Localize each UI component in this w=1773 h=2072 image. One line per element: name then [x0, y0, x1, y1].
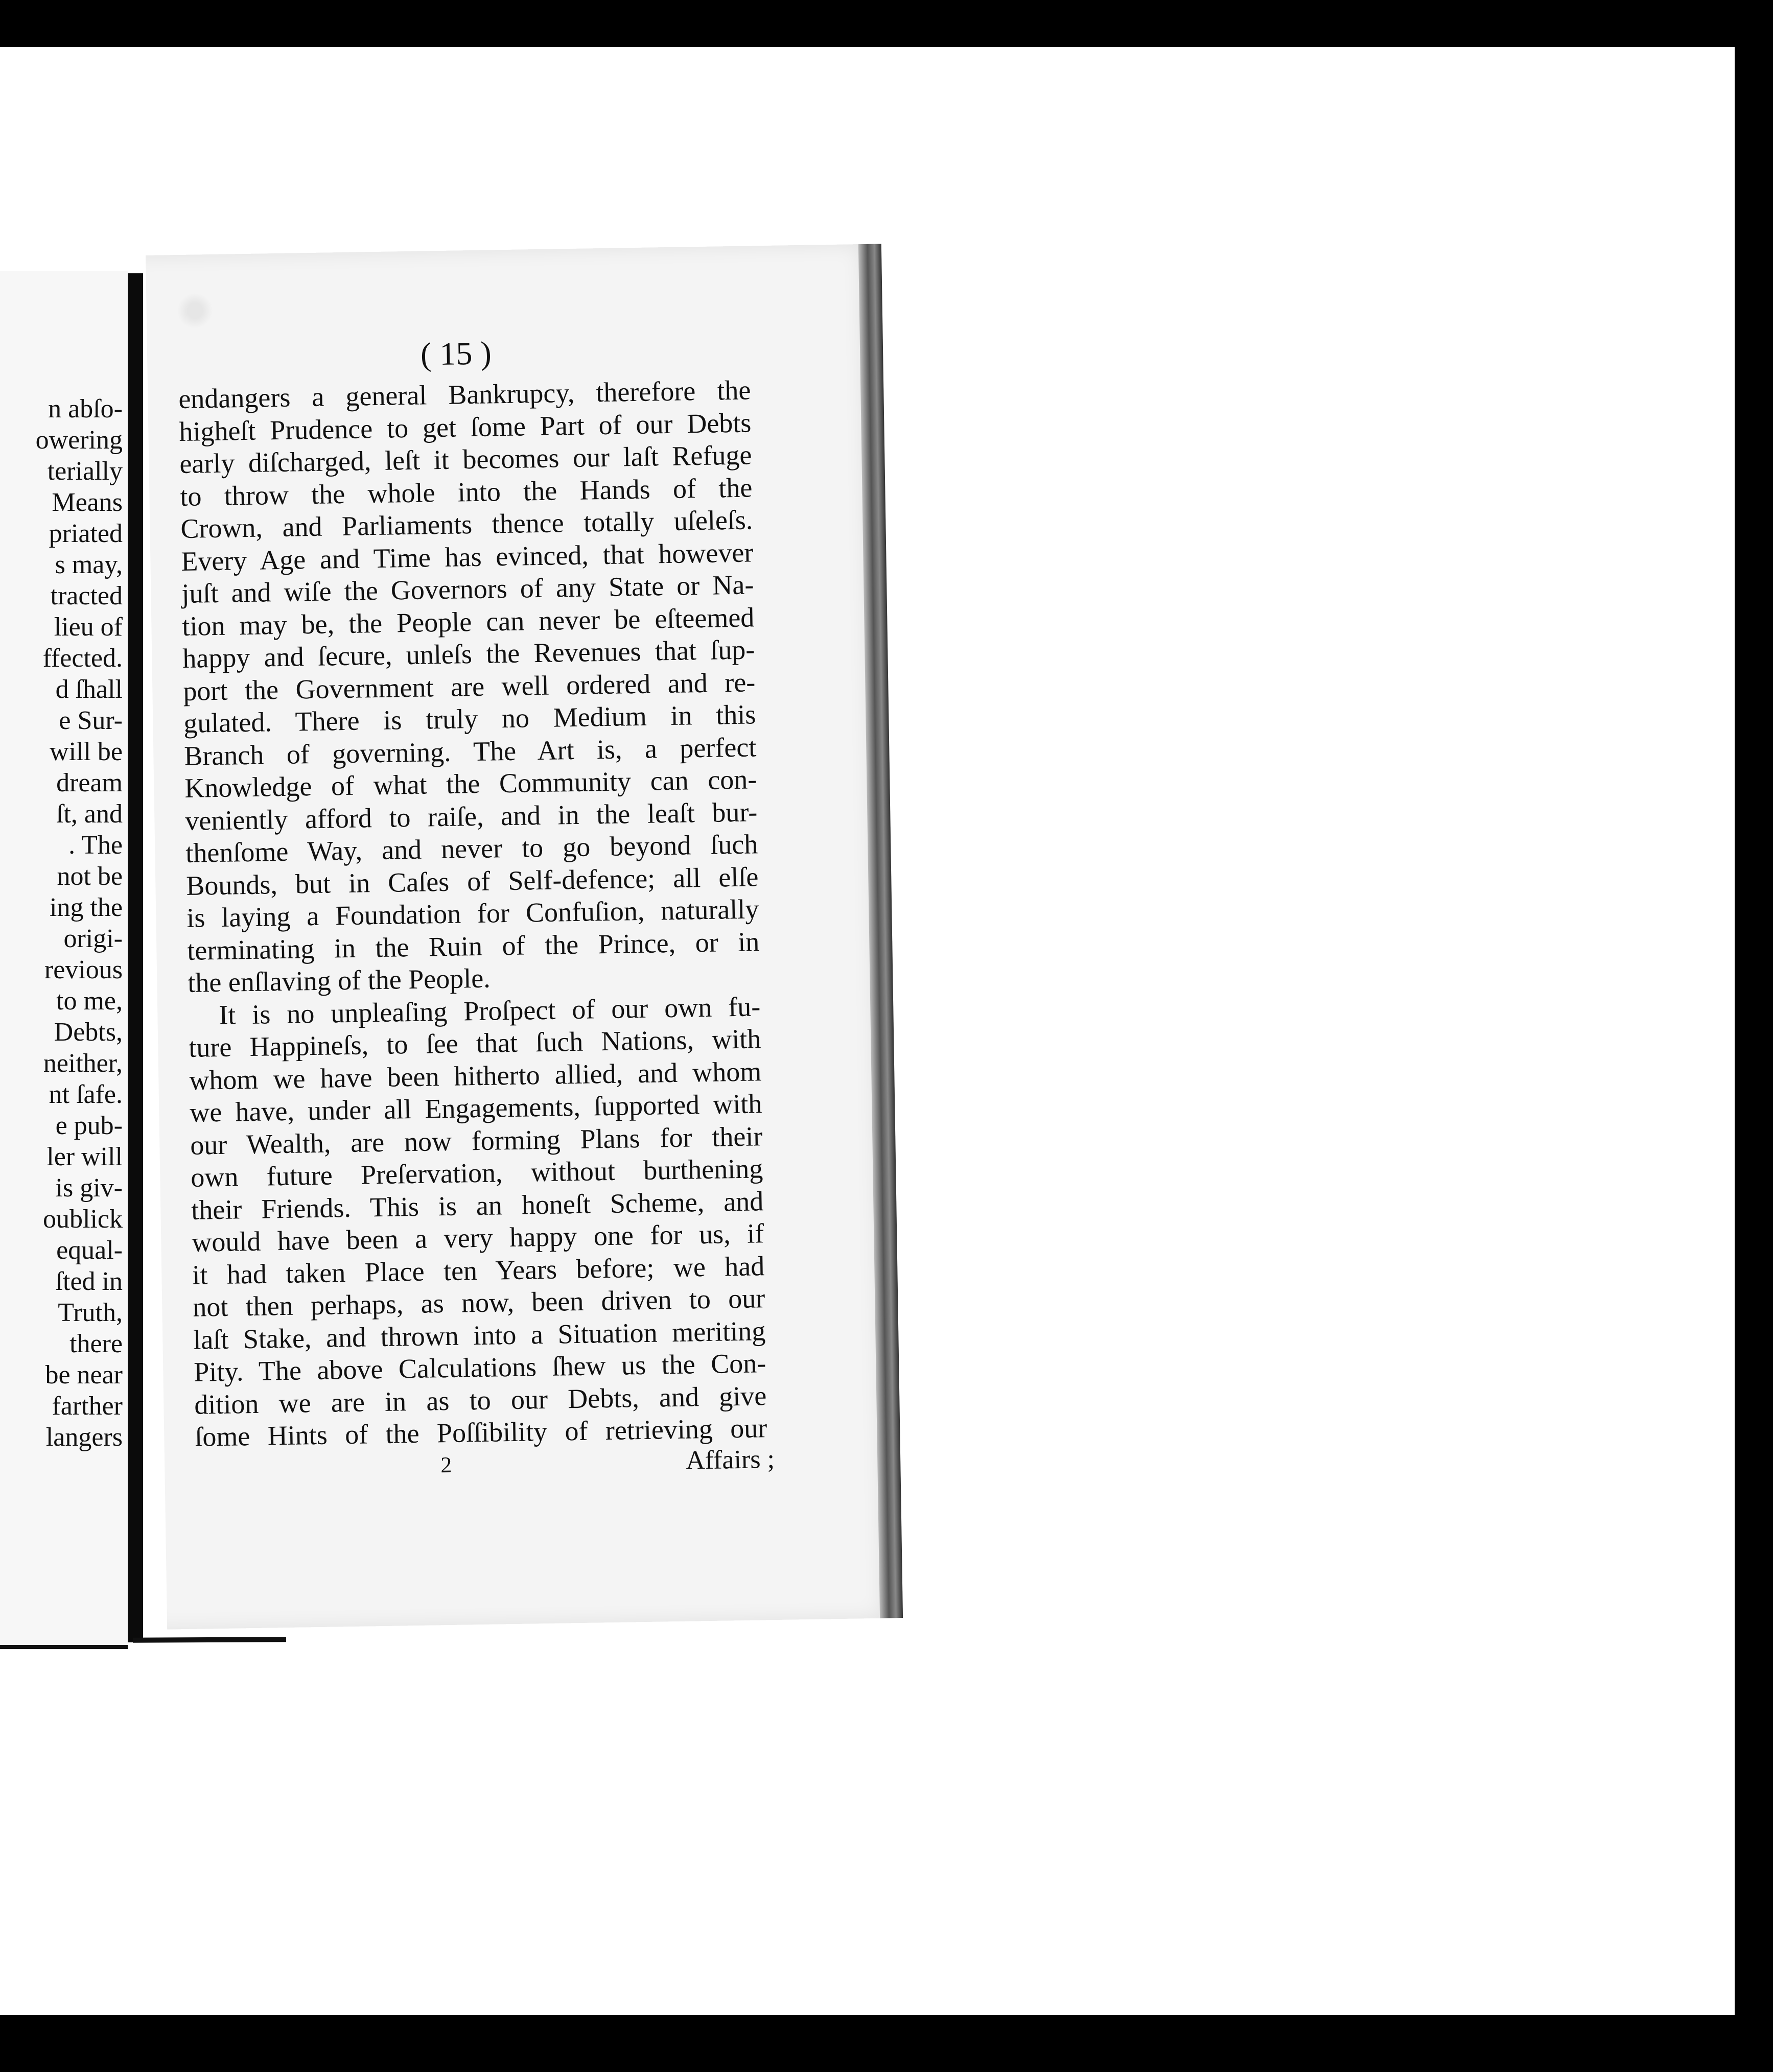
- left-page-line: neither,: [43, 1049, 123, 1078]
- left-page-line: to me,: [56, 986, 123, 1016]
- body-text-line: happy and ſecure, unleſs the Revenues that ſup-: [182, 634, 755, 674]
- body-text-line: gulated. There is truly no Medium in this: [183, 699, 756, 739]
- left-page-line: nt ſafe.: [49, 1080, 123, 1109]
- left-page-line: ſt, and: [56, 799, 123, 829]
- left-page-line: not be: [57, 862, 123, 891]
- body-text-line: higheſt Prudence to get ſome Part of our Debts: [178, 407, 752, 448]
- left-page-line: is giv-: [55, 1173, 123, 1203]
- right-black-border: [1735, 47, 1773, 2015]
- body-text-line: early diſcharged, leſt it becomes our laſt Refuge: [179, 439, 752, 480]
- body-text-line: endangers a general Bankrupcy, therefore the: [178, 374, 751, 415]
- body-text-line: Knowledge of what the Community can con-: [184, 764, 757, 804]
- body-text-line: dition we are in as to our Debts, and give: [194, 1380, 767, 1420]
- left-page-line: ffected.: [42, 644, 123, 673]
- body-text-line: ſome Hints of the Poſſibility of retrieving our: [194, 1412, 767, 1452]
- body-text-line: It is no unpleaſing Proſpect of our own fu-: [218, 991, 761, 1030]
- signature-mark: 2: [440, 1452, 452, 1478]
- body-text-line: terminating in the Ruin of the Prince, or in: [186, 926, 760, 966]
- left-page-line: ſted in: [55, 1267, 123, 1296]
- left-page-line: there: [69, 1329, 123, 1358]
- gutter-foot-edge: [133, 1637, 286, 1643]
- ink-blot: [177, 293, 213, 329]
- left-page-line: revious: [44, 955, 123, 984]
- left-page-line: e pub-: [55, 1111, 123, 1140]
- right-page: [146, 244, 903, 1629]
- body-text-line: laſt Stake, and thrown into a Situation meriting: [193, 1315, 766, 1355]
- left-page-line: e Sur-: [59, 706, 123, 735]
- left-page-fragment: [0, 271, 128, 1649]
- body-text-line: is laying a Foundation for Confuſion, naturally: [186, 893, 759, 933]
- book-gutter: [128, 273, 143, 1642]
- body-text-line: to throw the whole into the Hands of the: [179, 472, 753, 512]
- body-text-line: not then perhaps, as now, been driven to our: [192, 1283, 765, 1323]
- bottom-black-border: [0, 2015, 1773, 2072]
- body-text-line: we have, under all Engagements, ſupported with: [189, 1088, 762, 1128]
- left-page-line: lieu of: [54, 613, 123, 642]
- body-text-line: Bounds, but in Caſes of Self-defence; all elſe: [185, 861, 759, 901]
- top-black-border: [0, 0, 1773, 47]
- body-text-line: ture Happineſs, to ſee that ſuch Nations, with: [188, 1023, 761, 1063]
- body-text-line: Branch of governing. The Art is, a perfect: [183, 732, 757, 771]
- body-text-line: thenſome Way, and never to go beyond ſuch: [185, 829, 758, 868]
- left-page-line: langers: [45, 1423, 123, 1452]
- page-edge-shadow: [858, 244, 903, 1618]
- body-text-line: would have been a very happy one for us, if: [191, 1218, 764, 1258]
- left-page-line: ing the: [50, 893, 123, 922]
- left-page-line: tracted: [50, 581, 123, 610]
- body-text-line: Pity. The above Calculations ſhew us the Con-: [193, 1348, 766, 1387]
- body-text-line: veniently afford to raiſe, and in the leaſt bur-: [184, 796, 758, 836]
- body-text-line: Crown, and Parliaments thence totally uſeleſs.: [180, 504, 753, 544]
- body-text-line: the enſlaving of the People.: [187, 962, 491, 998]
- body-text-line: whom we have been hitherto allied, and whom: [189, 1056, 762, 1096]
- left-page-line: owering: [35, 426, 123, 455]
- body-text-line: Every Age and Time has evinced, that however: [180, 537, 754, 577]
- left-page-line: Debts,: [54, 1018, 123, 1047]
- body-text-line: it had taken Place ten Years before; we had: [192, 1251, 765, 1290]
- body-text-line: our Wealth, are now forming Plans for their: [190, 1121, 763, 1161]
- left-page-line: oublick: [43, 1205, 123, 1234]
- left-page-line: ler will: [46, 1142, 123, 1171]
- body-text-line: tion may be, the People can never be eſteemed: [181, 602, 755, 642]
- left-page-line: s may,: [55, 550, 123, 579]
- left-page-line: Means: [52, 488, 123, 517]
- left-page-line: d ſhall: [55, 675, 123, 704]
- left-page-line: be near: [45, 1360, 123, 1390]
- body-text-line: own future Preſervation, without burthening: [190, 1153, 763, 1193]
- left-page-line: n abſo-: [48, 394, 123, 423]
- left-page-line: terially: [47, 457, 123, 486]
- left-page-line: . The: [68, 831, 123, 860]
- page-number: ( 15 ): [420, 335, 492, 372]
- body-text-line: their Friends. This is an honeſt Scheme, and: [191, 1186, 764, 1226]
- left-page-line: dream: [56, 768, 123, 797]
- left-page-line: origi-: [63, 924, 123, 953]
- body-text-line: port the Government are well ordered and re-: [182, 667, 756, 707]
- catchword: Affairs ;: [685, 1444, 775, 1475]
- body-text-line: juſt and wiſe the Governors of any State or Na-: [181, 569, 754, 609]
- left-page-line: farther: [52, 1392, 123, 1421]
- left-page-line: equal-: [56, 1236, 123, 1265]
- left-page-line: will be: [50, 737, 123, 766]
- left-page-line: priated: [49, 519, 123, 548]
- left-page-line: Truth,: [58, 1298, 123, 1327]
